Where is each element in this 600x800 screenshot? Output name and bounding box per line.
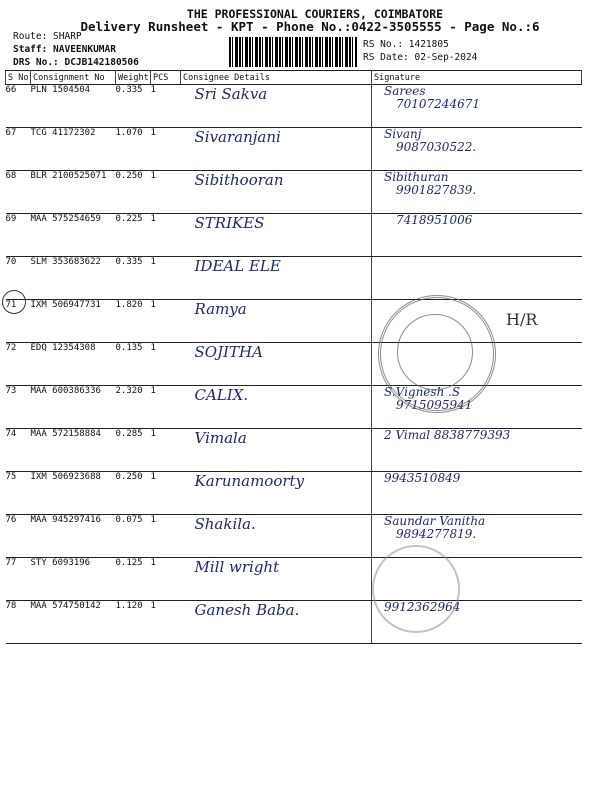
pcs-value: 1 [151,343,181,386]
consignee-cell [181,472,372,515]
pcs-value: 1 [151,558,181,601]
consignee-cell [181,128,372,171]
col-sno: S No [6,71,31,85]
sno-cell: 74 [6,429,31,472]
consignment-number: MAA 574750142 [31,601,116,644]
consignment-number: PLN 1504504 [31,85,116,128]
sno-cell: 77 [6,558,31,601]
pcs-value: 1 [151,171,181,214]
signature-cell [372,472,582,515]
hostel-stamp [378,295,496,413]
signature-phone: 70107244671 [396,97,480,111]
consignment-number: STY 6093196 [31,558,116,601]
signature-phone: 9715095941 [396,398,473,412]
consignee-name: Vimala [194,429,247,447]
sno-cell: 68 [6,171,31,214]
weight-value: 0.285 [116,429,151,472]
weight-value: 0.250 [116,472,151,515]
consignee-name: Ganesh Baba. [194,601,300,619]
signature-line: Sibithuran [384,170,449,184]
col-weight: Weight [116,71,151,85]
consignee-name: IDEAL ELE [194,257,281,275]
weight-value: 1.070 [116,128,151,171]
weight-value: 2.320 [116,386,151,429]
drs-number: DRS No.: DCJB142180506 [13,57,139,68]
signature-cell [372,429,582,472]
pcs-value: 1 [151,601,181,644]
sno-cell: 69 [6,214,31,257]
consignee-name: STRIKES [194,214,265,232]
consignee-name: CALIX. [194,386,249,404]
consignee-cell [181,343,372,386]
signature-cell [372,214,582,257]
table-row [6,85,582,128]
pcs-value: 1 [151,128,181,171]
consignee-cell [181,515,372,558]
table-header-row [6,71,582,85]
consignment-number: EDQ 12354308 [31,343,116,386]
signature-line: Sarees [384,84,426,98]
signature-phone: 9087030522. [396,140,477,154]
consignee-name: Karunamoorty [194,472,305,490]
sno-cell: 70 [6,257,31,300]
pcs-value: 1 [151,300,181,343]
pcs-value: 1 [151,386,181,429]
consignment-number: MAA 572158884 [31,429,116,472]
consignment-number: TCG 41172302 [31,128,116,171]
consignee-cell [181,558,372,601]
faint-stamp [372,545,460,633]
consignee-cell [181,601,372,644]
table-row [6,558,582,601]
consignee-name: Sri Sakva [194,85,268,103]
signature-cell [372,257,582,300]
sno-cell: 78 [6,601,31,644]
signature-line: S.Vignesh .S [384,385,461,399]
signature-phone: 7418951006 [396,213,473,227]
weight-value: 0.335 [116,257,151,300]
table-row [6,300,582,343]
rs-date: RS Date: 02-Sep-2024 [363,52,478,63]
barcode [229,37,357,67]
sno-cell: 72 [6,343,31,386]
consignee-cell [181,85,372,128]
weight-value: 0.225 [116,214,151,257]
signature-cell [372,128,582,171]
weight-value: 0.125 [116,558,151,601]
consignment-number: IXM 506947731 [31,300,116,343]
weight-value: 0.135 [116,343,151,386]
sno-cell: 73 [6,386,31,429]
table-row [6,171,582,214]
consignment-number: MAA 945297416 [31,515,116,558]
staff-label: Staff: NAVEENKUMAR [13,44,116,55]
consignee-name: Ramya [194,300,247,318]
table-row [6,429,582,472]
signature-line: 9943510849 [384,471,461,485]
consignee-cell [181,429,372,472]
consignee-name: Shakila. [194,515,256,533]
table-row [6,128,582,171]
sno-cell: 76 [6,515,31,558]
pcs-value: 1 [151,429,181,472]
table-row [6,386,582,429]
sno-cell: 71 [6,300,31,343]
sno-cell: 75 [6,472,31,515]
consignee-name: Mill wright [194,558,280,576]
consignment-number: IXM 506923688 [31,472,116,515]
weight-value: 0.075 [116,515,151,558]
sno-cell: 67 [6,128,31,171]
signature-line: 2 Vimal 8838779393 [384,428,511,442]
signature-line: Sivanj [384,127,422,141]
hr-mark: H/R [506,310,538,329]
signature-phone: 9894277819. [396,527,477,541]
signature-line: Saundar Vanitha [384,514,486,528]
signature-phone: 9901827839. [396,183,477,197]
consignee-cell [181,257,372,300]
weight-value: 0.335 [116,85,151,128]
sno-cell: 66 [6,85,31,128]
signature-cell [372,85,582,128]
circled-mark [2,290,26,314]
table-row [6,601,582,644]
consignment-number: BLR 2100525071 [31,171,116,214]
table-row [6,257,582,300]
route-label: Route: SHARP [13,31,82,42]
consignee-cell [181,386,372,429]
table-row [6,515,582,558]
consignment-number: MAA 600386336 [31,386,116,429]
rs-number: RS No.: 1421805 [363,39,449,50]
weight-value: 1.820 [116,300,151,343]
pcs-value: 1 [151,257,181,300]
table-row [6,472,582,515]
table-row [6,214,582,257]
col-consignment: Consignment No [31,71,116,85]
pcs-value: 1 [151,85,181,128]
col-signature: Signature [372,71,582,85]
consignee-cell [181,171,372,214]
col-pcs: PCS [151,71,181,85]
company-title: THE PROFESSIONAL COURIERS, COIMBATORE [186,7,444,21]
signature-line: 9912362964 [384,600,461,614]
col-consignee: Consignee Details [181,71,372,85]
weight-value: 1.120 [116,601,151,644]
pcs-value: 1 [151,214,181,257]
consignment-number: MAA 575254659 [31,214,116,257]
pcs-value: 1 [151,515,181,558]
consignment-number: SLM 353683622 [31,257,116,300]
consignee-name: SOJITHA [194,343,263,361]
runsheet-title: Delivery Runsheet - KPT - Phone No.:0422-3505555 - Page No.:6 [80,19,540,34]
consignee-name: Sivaranjani [194,128,281,146]
consignee-cell [181,300,372,343]
weight-value: 0.250 [116,171,151,214]
signature-cell [372,171,582,214]
consignee-name: Sibithooran [194,171,284,189]
pcs-value: 1 [151,472,181,515]
consignee-cell [181,214,372,257]
